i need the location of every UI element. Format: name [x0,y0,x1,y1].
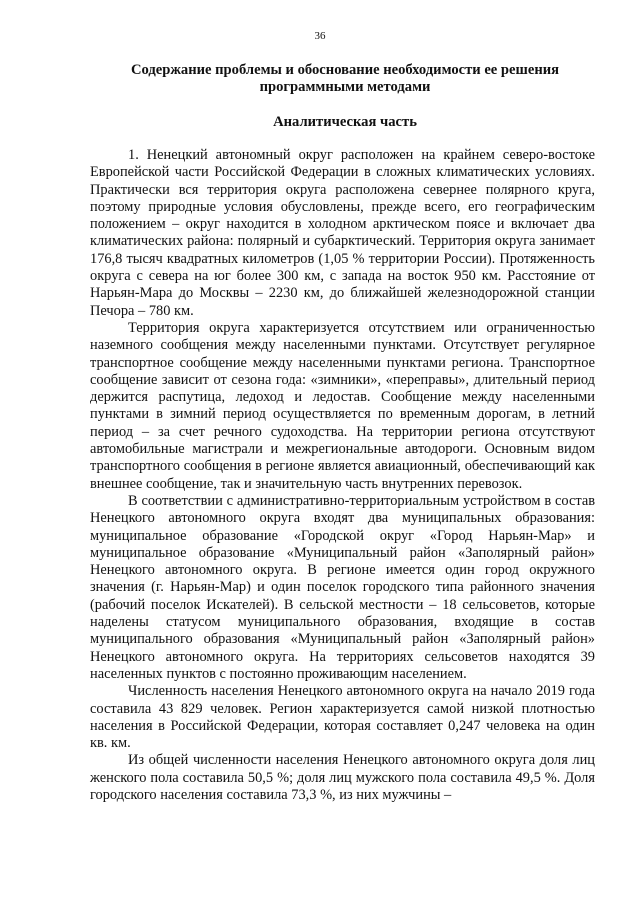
section-subtitle: Аналитическая часть [273,114,417,130]
section-title: Содержание проблемы и обоснование необходимости ее решения программными методами [130,62,560,95]
paragraph-transport: Территория округа характеризуется отсутствием или ограниченностью наземного сообщения между населенными пунктами. Отсутствует регулярное транспортное сообщение между населенными пунктами региона. Транспортное сообщение зависит от сезона года: «зимники», «переправы», длительный период держится распутица, ледоход и ледостав. Сообщение между населенными пунктами в зимний период осуществляется по временным дорогам, в летний период – за счет речного судоходства. На территории региона отсутствуют автомобильные магистрали и межрегиональные автодороги. Основным видом транспортного сообщения в регионе является авиационный, обеспечивающий как внешнее сообщение, так и значительную часть внутренних перевозок. [90,319,595,492]
body-text [90,147,595,804]
page-number: 36 [314,30,326,42]
paragraph-administration: В соответствии с административно-территориальным устройством в состав Ненецкого автономного округа входят два муниципальных образования: муниципальное образование «Городской округ «Город Нарьян-Мар» и муниципальное образование «Муниципальный район «Заполярный район» Ненецкого автономного округа. В регионе имеется один город окружного значения (г. Нарьян-Мар) и один поселок городского типа районного значения (рабочий поселок Искателей). В сельской местности – 18 сельсоветов, которые наделены статусом муниципального образования, входящие в состав муниципального образования «Муниципальный район «Заполярный район» Ненецкого автономного округа. На территориях сельсоветов находятся 39 населенных пунктов с постоянно проживающим населением. [90,492,595,682]
paragraph-population: Численность населения Ненецкого автономного округа на начало 2019 года составила 43 829 человек. Регион характеризуется самой низкой плотностью населения в Российской Федерации, которая составляет 0,247 человека на один кв. км. [90,683,595,752]
paragraph-geography: 1. Ненецкий автономный округ расположен на крайнем северо-востоке Европейской части Российской Федерации в сложных климатических условиях. Практически вся территория округа расположена севернее полярного круга, поэтому природные условия обусловлены, прежде всего, его географическим положением – округ находится в холодном арктическом поясе и включает два климатических района: полярный и субарктический. Территория округа занимает 176,8 тысяч квадратных километров (1,05 % территории России). Протяженность округа с севера на юг более 300 км, с запада на восток 950 км. Расстояние от Нарьян-Мара до Москвы – 2230 км, до ближайшей железнодорожной станции Печора – 780 км. [90,147,595,319]
paragraph-gender-structure: Из общей численности населения Ненецкого автономного округа доля лиц женского пола составила 50,5 %; доля лиц мужского пола составила 49,5 %. Доля городского населения составила 73,3 %, из них мужчины – [90,752,595,803]
